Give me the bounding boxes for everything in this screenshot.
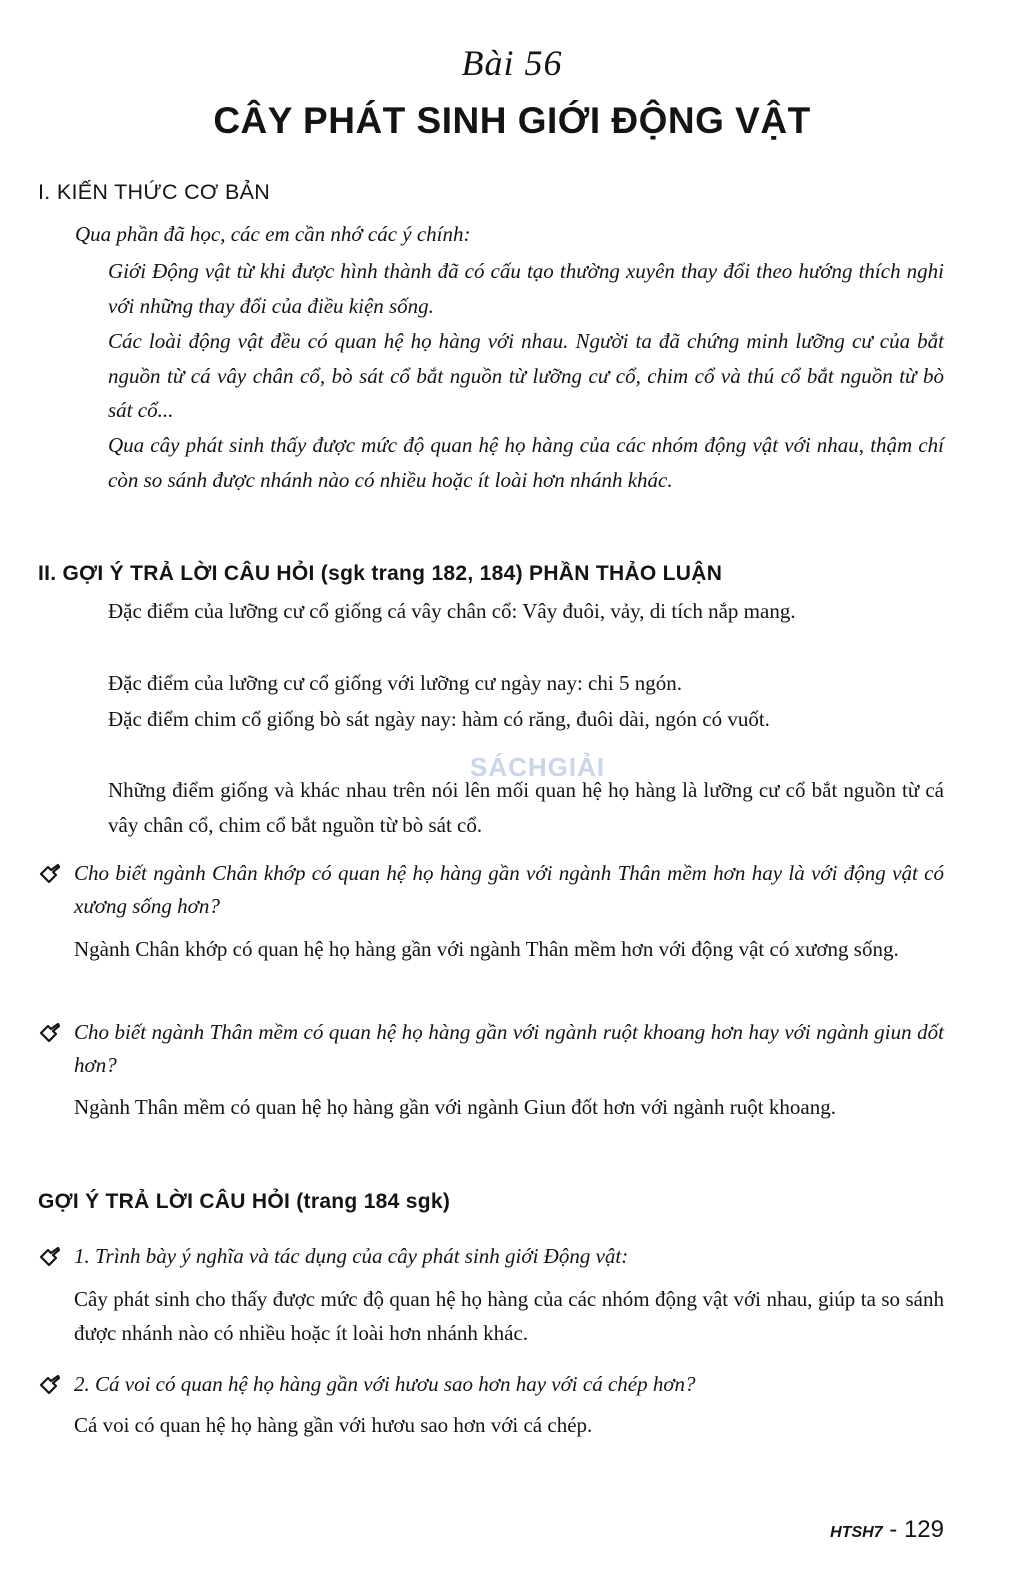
section-3-heading: GỢI Ý TRẢ LỜI CÂU HỎI (trang 184 sgk) [38,1190,451,1213]
page-footer [830,1516,944,1544]
section-2-point: Đặc điểm của lưỡng cư cổ giống cá vây chân cổ: Vây đuôi, vảy, di tích nắp mang. [108,599,796,623]
book-code: HTSH7 [830,1524,883,1541]
answer-text: Ngành Thân mềm có quan hệ họ hàng gần với ngành Giun đốt hơn với ngành ruột khoang. [74,1095,836,1119]
section-1-point: Các loài động vật đều có quan hệ họ hàng với nhau. Người ta đã chứng minh lưỡng cư của bắt nguồn từ cá vây chân cổ, bò sát cổ bắt nguồn từ lưỡng cư cổ, chim cổ và thú cổ bắt nguồn từ bò sát cổ... [108,329,944,422]
footer-separator: - [882,1516,904,1543]
lesson-title: CÂY PHÁT SINH GIỚI ĐỘNG VẬT [213,100,811,141]
answer-text: Cá voi có quan hệ họ hàng gần với hươu sao hơn với cá chép. [74,1413,593,1437]
question-text: Cho biết ngành Thân mềm có quan hệ họ hàng gần với ngành ruột khoang hơn hay với ngành giun dốt hơn? [74,1020,944,1077]
watermark: SÁCHGIẢI [470,752,606,782]
question-item [38,1240,944,1273]
pointing-hand-icon [38,861,62,885]
section-1-point: Giới Động vật từ khi được hình thành đã có cấu tạo thường xuyên thay đổi theo hướng thích nghi với những thay đổi của điều kiện sống. [108,259,944,318]
section-2-heading: II. GỢI Ý TRẢ LỜI CÂU HỎI (sgk trang 182, 184) PHẦN THẢO LUẬN [38,562,723,585]
section-1-heading: I. KIẾN THỨC CƠ BẢN [38,180,271,204]
section-2-point: Đặc điểm chim cổ giống bò sát ngày nay: hàm có răng, đuôi dài, ngón có vuốt. [108,707,770,731]
pointing-hand-icon [38,1020,62,1044]
question-text: 2. Cá voi có quan hệ họ hàng gần với hươu sao hơn hay với cá chép hơn? [74,1372,696,1396]
answer-text: Ngành Chân khớp có quan hệ họ hàng gần với ngành Thân mềm hơn với động vật có xương sống. [74,937,899,961]
pointing-hand-icon [38,1372,62,1396]
question-text: Cho biết ngành Chân khớp có quan hệ họ hàng gần với ngành Thân mềm hơn hay là với động vật có xương sống hơn? [74,861,944,918]
section-2-point: Những điểm giống và khác nhau trên nói lên mối quan hệ họ hàng là lưỡng cư cổ bắt nguồn từ cá vây chân cổ, chim cổ bắt nguồn từ bò sát cổ. [108,778,944,837]
question-item [38,1368,944,1401]
lesson-number: Bài 56 [461,43,563,83]
question-item [38,857,944,923]
question-text: 1. Trình bày ý nghĩa và tác dụng của cây phát sinh giới Động vật: [74,1244,629,1268]
section-1-intro: Qua phần đã học, các em cần nhớ các ý chính: [75,222,471,246]
section-2-point: Đặc điểm của lưỡng cư cổ giống với lưỡng cư ngày nay: chi 5 ngón. [108,671,682,695]
question-item [38,1016,944,1082]
section-1-point: Qua cây phát sinh thấy được mức độ quan hệ họ hàng của các nhóm động vật với nhau, thậm chí còn so sánh được nhánh nào có nhiều hoặc ít loài hơn nhánh khác. [108,433,944,492]
pointing-hand-icon [38,1244,62,1268]
page-number: 129 [903,1516,944,1543]
answer-text: Cây phát sinh cho thấy được mức độ quan hệ họ hàng của các nhóm động vật với nhau, giúp ta so sánh được nhánh nào có nhiều hoặc ít loài hơn nhánh khác. [74,1287,944,1345]
